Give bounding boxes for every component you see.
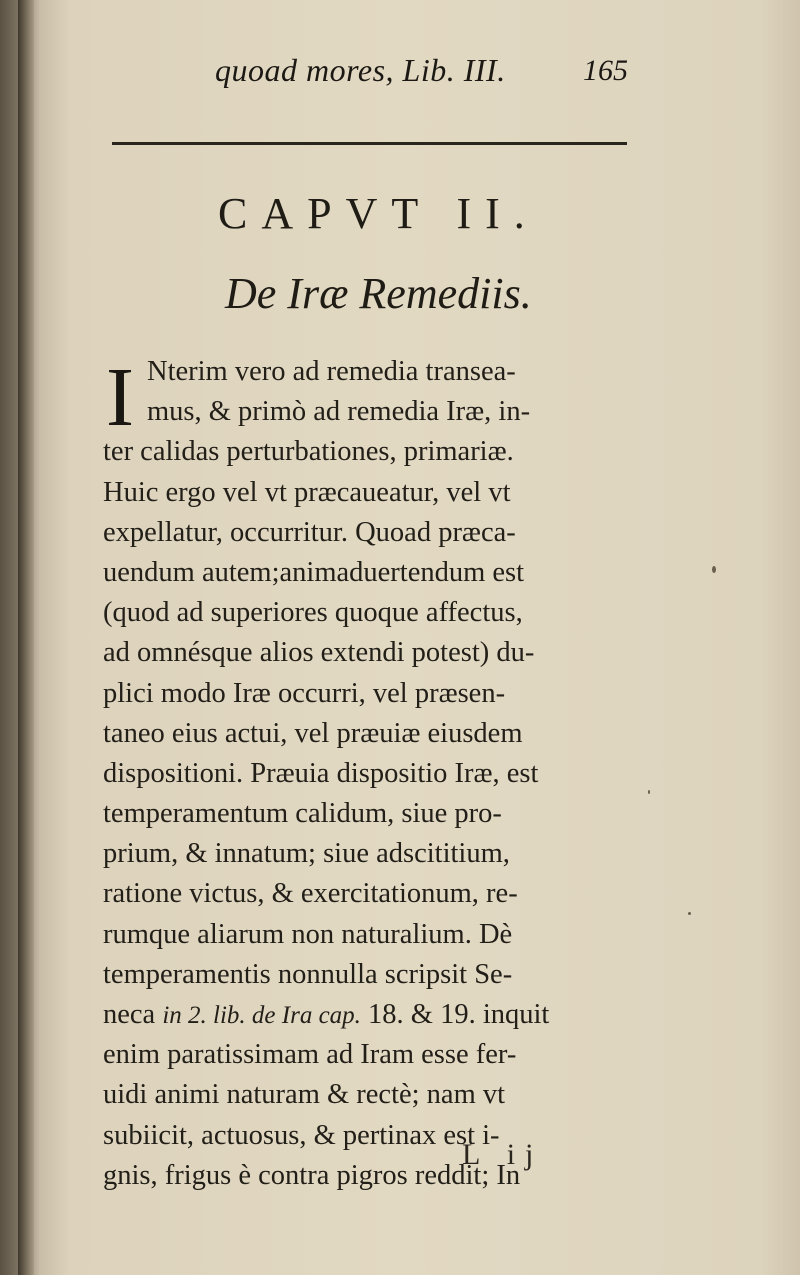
signature-mark: L ij <box>462 1138 544 1171</box>
text-line: plici modo Iræ occurri, vel præsen- <box>103 677 506 709</box>
text-line: Huic ergo vel vt præcaueatur, vel vt <box>103 476 511 508</box>
text-line: subiicit, actuosus, & pertinax est i- <box>103 1119 500 1151</box>
drop-cap: I <box>106 351 134 444</box>
text-line: uendum autem;animaduertendum est <box>103 556 525 588</box>
chapter-heading: CAPVT II. <box>218 189 539 238</box>
text-line: taneo eius actui, vel præuiæ eiusdem <box>103 717 523 749</box>
text-line: temperamentis nonnulla scripsit Se- <box>103 958 513 990</box>
page-number: 165 <box>583 54 628 87</box>
text-line: (quod ad superiores quoque affectus, <box>103 597 523 629</box>
citation-suffix: 18. & 19. inquit <box>360 999 550 1030</box>
text-line: ratione victus, & exercitationum, re- <box>103 878 518 910</box>
text-line: mus, & primò ad remedia Iræ, in- <box>147 396 531 428</box>
paper-speck <box>712 566 716 573</box>
text-line: ad omnésque alios extendi potest) du- <box>103 637 535 669</box>
text-line: enim paratissimam ad Iram esse fer- <box>103 1039 517 1071</box>
text-line: prium, & innatum; siue adscititium, <box>103 838 510 870</box>
text-line: ter calidas perturbationes, primariæ. <box>103 436 514 468</box>
running-head: quoad mores, Lib. III. <box>215 52 506 88</box>
text-line: gnis, frigus è contra pigros reddit; In <box>103 1159 521 1191</box>
page-header <box>215 48 655 96</box>
citation: in 2. lib. de Ira cap. <box>162 1002 361 1029</box>
text-line: uidi animi naturam & rectè; nam vt <box>103 1079 506 1111</box>
citation-prefix: neca <box>103 999 163 1030</box>
text-line: Nterim vero ad remedia transea- <box>147 356 516 387</box>
header-rule <box>112 142 627 145</box>
chapter-title: De Iræ Remediis. <box>225 269 532 318</box>
body-text <box>103 352 643 1196</box>
book-gutter <box>18 0 34 1275</box>
paper-speck <box>648 790 650 794</box>
text-line: rumque aliarum non naturalium. Dè <box>103 918 513 950</box>
paper-speck <box>688 912 691 915</box>
citation-line <box>103 995 643 1035</box>
text-line: dispositioni. Præuia dispositio Iræ, est <box>103 757 539 789</box>
text-line: temperamentum calidum, siue pro- <box>103 798 502 830</box>
text-line: expellatur, occurritur. Quoad præca- <box>103 516 516 548</box>
